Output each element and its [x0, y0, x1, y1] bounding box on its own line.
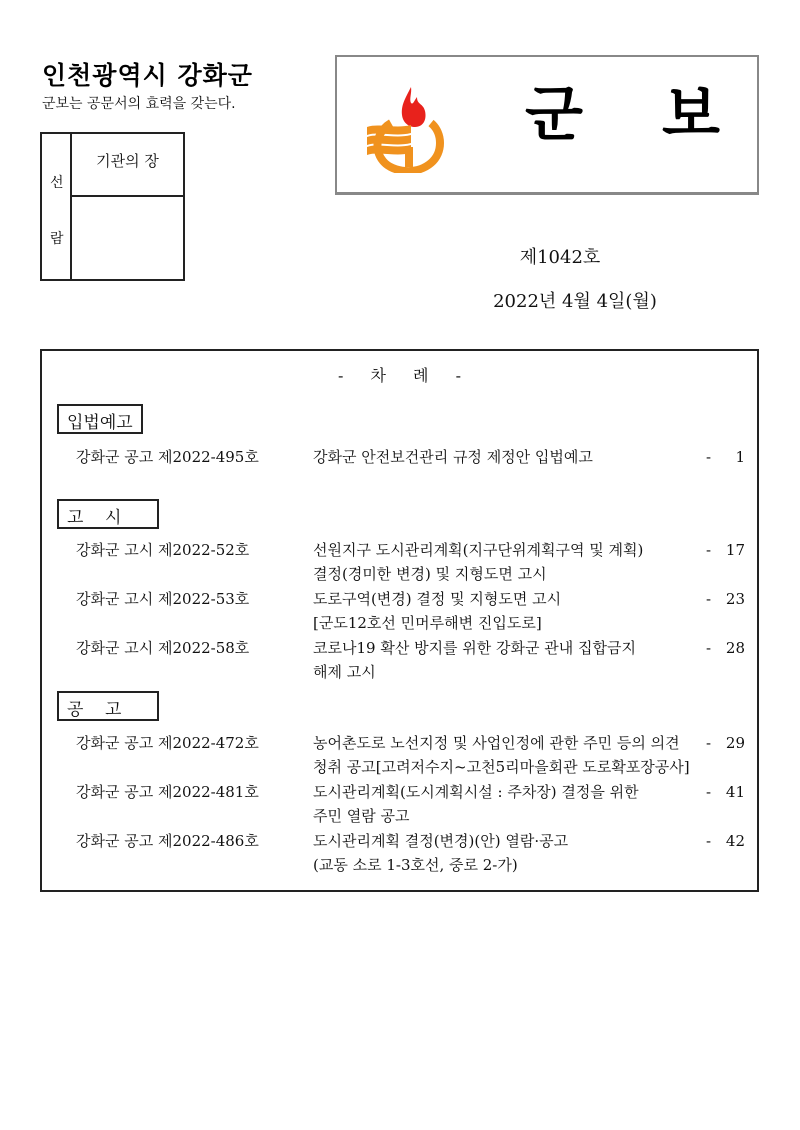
- section-label-public-notice: 공 고: [57, 691, 159, 721]
- entry-title: 선원지구 도시관리계획(지구단위계획구역 및 계획) 결정(경미한 변경) 및 지형도면 고시: [313, 541, 644, 583]
- entry-number: 강화군 공고 제2022-481호: [76, 783, 259, 801]
- entry-page: 29: [725, 734, 745, 752]
- entry-page: 42: [725, 832, 745, 850]
- section-label-announcement: 고 시: [57, 499, 159, 529]
- masthead: [335, 55, 759, 195]
- masthead-title-char: 보: [662, 80, 720, 150]
- toc-title: - 차 례 -: [338, 366, 461, 385]
- entry-dash: -: [706, 734, 712, 752]
- entry-page: 23: [725, 590, 745, 608]
- issue-date: 2022년 4월 4일(월): [493, 291, 657, 312]
- entry-dash: -: [706, 448, 712, 466]
- approval-side-char: 람: [50, 231, 64, 247]
- entry-dash: -: [706, 590, 712, 608]
- entry-number: 강화군 고시 제2022-58호: [76, 639, 250, 657]
- entry-number: 강화군 공고 제2022-472호: [76, 734, 259, 752]
- entry-number: 강화군 공고 제2022-486호: [76, 832, 259, 850]
- entry-page: 1: [735, 448, 745, 466]
- approval-head-label: 기관의 장: [72, 134, 183, 197]
- entry-dash: -: [706, 541, 712, 559]
- entry-page: 41: [725, 783, 745, 801]
- entry-title: 도시관리계획 결정(변경)(안) 열람·공고 (교동 소로 1-3호선, 중로 2-가): [313, 832, 569, 874]
- entry-number: 강화군 고시 제2022-53호: [76, 590, 250, 608]
- approval-box: [40, 132, 185, 281]
- masthead-title-char: 군: [525, 80, 583, 150]
- entry-title: 코로나19 확산 방지를 위한 강화군 관내 집합금지 해제 고시: [313, 639, 637, 681]
- approval-side-label: [42, 134, 72, 279]
- approval-sign-area: [72, 197, 183, 279]
- approval-side-char: 선: [50, 175, 64, 191]
- issue-number: 제1042호: [519, 247, 601, 268]
- org-subtitle: 군보는 공문서의 효력을 갖는다.: [42, 96, 236, 112]
- entry-page: 28: [725, 639, 745, 657]
- entry-dash: -: [706, 783, 712, 801]
- county-emblem-icon: [365, 83, 449, 173]
- entry-dash: -: [706, 832, 712, 850]
- entry-number: 강화군 공고 제2022-495호: [76, 448, 259, 466]
- entry-number: 강화군 고시 제2022-52호: [76, 541, 250, 559]
- entry-title: 농어촌도로 노선지정 및 사업인정에 관한 주민 등의 의견 청취 공고[고려저수지~고천5리마을회관 도로확포장공사]: [313, 734, 690, 776]
- table-of-contents: [40, 349, 759, 892]
- entry-title: 도시관리계획(도시계획시설 : 주차장) 결정을 위한 주민 열람 공고: [313, 783, 639, 825]
- entry-title: 강화군 안전보건관리 규정 제정안 입법예고: [313, 448, 593, 466]
- entry-page: 17: [725, 541, 745, 559]
- entry-dash: -: [706, 639, 712, 657]
- section-label-legislative-notice: 입법예고: [57, 404, 143, 434]
- entry-title: 도로구역(변경) 결정 및 지형도면 고시 [군도12호선 민머루해변 진입도로]: [313, 590, 562, 632]
- org-title: 인천광역시 강화군: [42, 61, 253, 90]
